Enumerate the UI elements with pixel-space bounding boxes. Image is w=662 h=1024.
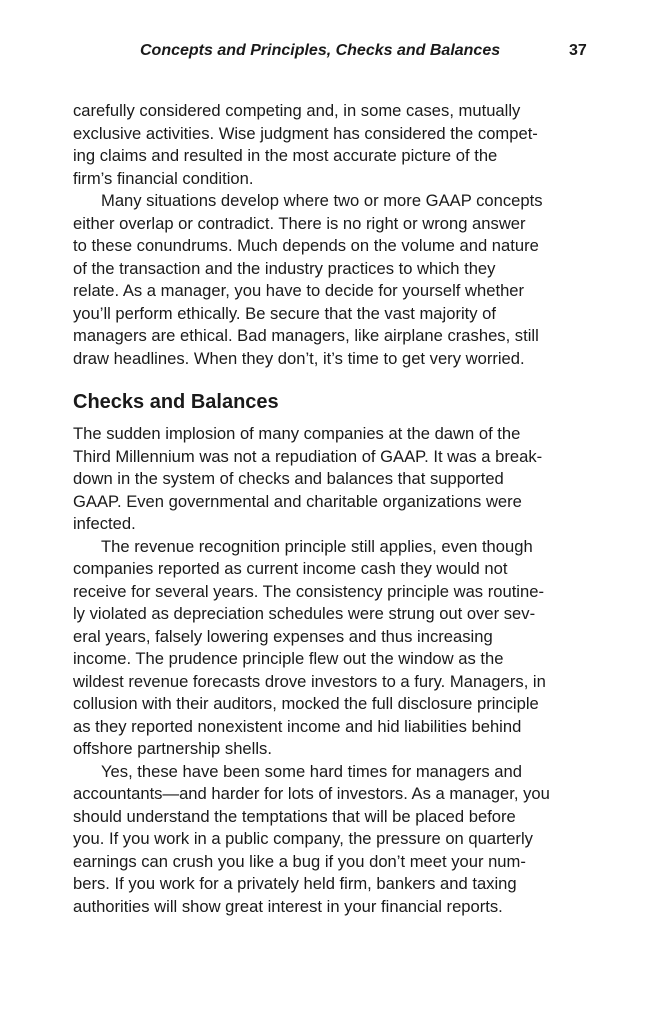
text-line: relate. As a manager, you have to decide for yourself whether bbox=[73, 281, 525, 300]
running-header bbox=[0, 42, 662, 64]
text-line: ly violated as depreciation schedules were strung out over sev- bbox=[73, 604, 536, 623]
text-line: bers. If you work for a privately held firm, bankers and taxing bbox=[73, 874, 517, 893]
text-line: as they reported nonexistent income and hid liabilities behind bbox=[73, 716, 522, 736]
text-line: accountants—and harder for lots of investors. As a manager, you bbox=[73, 784, 550, 803]
body-text-block-1 bbox=[73, 100, 603, 370]
text-line: carefully considered competing and, in some cases, mutually bbox=[73, 101, 521, 120]
text-line: GAAP. Even governmental and charitable organizations were bbox=[73, 491, 522, 511]
text-line: to these conundrums. Much depends on the volume and nature bbox=[73, 236, 539, 255]
text-line: of the transaction and the industry practices to which they bbox=[73, 258, 496, 278]
text-line: eral years, falsely lowering expenses and thus increasing bbox=[73, 626, 493, 646]
text-line: exclusive activities. Wise judgment has considered the compet- bbox=[73, 123, 538, 143]
text-line: down in the system of checks and balances that supported bbox=[73, 469, 504, 488]
text-line: earnings can crush you like a bug if you don’t meet your num- bbox=[73, 851, 526, 871]
running-header-title: Concepts and Principles, Checks and Balances bbox=[140, 42, 501, 59]
text-line: draw headlines. When they don’t, it’s time to get very worried. bbox=[73, 348, 525, 368]
text-line: wildest revenue forecasts drove investors to a fury. Managers, in bbox=[73, 671, 546, 691]
section-heading: Checks and Balances bbox=[73, 391, 279, 413]
page-number: 37 bbox=[569, 42, 587, 59]
text-line: Yes, these have been some hard times for managers and bbox=[101, 761, 522, 781]
text-line: Third Millennium was not a repudiation of GAAP. It was a break- bbox=[73, 446, 543, 466]
text-line: The sudden implosion of many companies at the dawn of the bbox=[73, 424, 521, 443]
text-line: companies reported as current income cash they would not bbox=[73, 559, 508, 578]
text-line: The revenue recognition principle still applies, even though bbox=[101, 536, 533, 556]
text-line: offshore partnership shells. bbox=[73, 739, 272, 758]
text-line: income. The prudence principle flew out the window as the bbox=[73, 649, 504, 668]
text-line: collusion with their auditors, mocked the full disclosure principle bbox=[73, 694, 539, 713]
text-line: managers are ethical. Bad managers, like airplane crashes, still bbox=[73, 326, 539, 345]
text-line: ing claims and resulted in the most accurate picture of the bbox=[73, 146, 498, 165]
text-line: you’ll perform ethically. Be secure that the vast majority of bbox=[73, 303, 497, 323]
body-text-block-2 bbox=[73, 423, 603, 918]
text-line: firm’s financial condition. bbox=[73, 168, 254, 188]
text-line: authorities will show great interest in your financial reports. bbox=[73, 896, 503, 916]
text-line: receive for several years. The consistency principle was routine- bbox=[73, 581, 544, 601]
text-line: either overlap or contradict. There is no right or wrong answer bbox=[73, 213, 526, 233]
text-line: you. If you work in a public company, the pressure on quarterly bbox=[73, 829, 533, 848]
text-line: infected. bbox=[73, 514, 136, 533]
text-line: Many situations develop where two or more GAAP concepts bbox=[101, 191, 543, 210]
text-line: should understand the temptations that will be placed before bbox=[73, 806, 516, 826]
